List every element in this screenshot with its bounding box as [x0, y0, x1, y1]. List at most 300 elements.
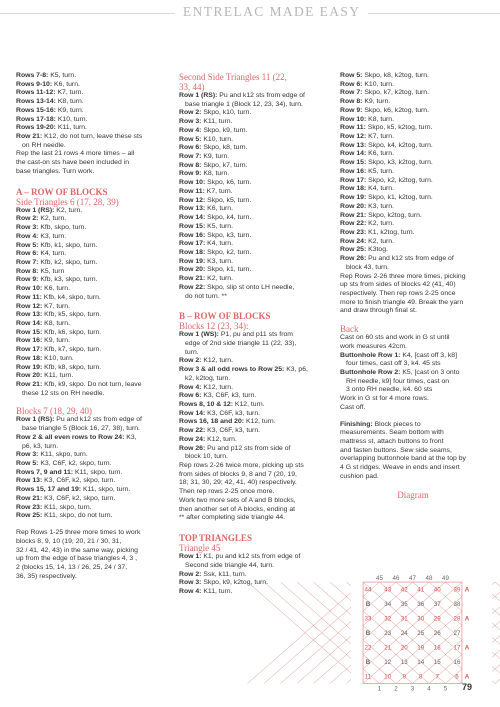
- row-label: Row 12:: [340, 133, 367, 141]
- diagram-top-label: 49: [442, 575, 449, 582]
- diagram-right-label: 16: [453, 658, 461, 666]
- pattern-line: [16, 81, 166, 90]
- running-header: [0, 0, 500, 30]
- row-instruction: K6, turn.: [205, 205, 234, 213]
- row-label: Row 2:: [179, 357, 202, 365]
- pattern-line: work measures 42cm.: [340, 342, 407, 350]
- pattern-line: [179, 366, 327, 375]
- pattern-line: [16, 268, 166, 277]
- row-instruction: Skpo, k9, turn.: [201, 126, 248, 134]
- row-label: Row 21:: [179, 275, 206, 283]
- diagram-block-label: 23: [384, 629, 392, 637]
- pattern-line: blocks 8, 9, 10 (19, 20, 21 / 30, 31,: [16, 537, 122, 545]
- row-label: Row 7:: [179, 153, 202, 161]
- diagram-block-label: 12: [384, 658, 392, 666]
- diagram-block-label: 13: [400, 658, 408, 666]
- diagram-block-label: 30: [417, 615, 425, 623]
- row-instruction: Kfb, k6, skpo, turn.: [42, 328, 102, 336]
- row-label: Finishing:: [340, 420, 373, 428]
- row-label: Row 9:: [179, 170, 202, 178]
- row-instruction: K7, turn.: [55, 89, 84, 97]
- diagram-block-label: 31: [400, 615, 408, 623]
- row-instruction: K4, [cast off 3, k8]: [400, 351, 458, 359]
- row-label: Row 3:: [16, 224, 39, 232]
- pattern-line: [340, 142, 486, 151]
- row-instruction: K11, skpo, turn.: [73, 468, 123, 476]
- row-instruction: K5, turn.: [48, 72, 77, 79]
- row-label: Row 1 (RS):: [16, 206, 55, 214]
- row-instruction: K3, turn.: [205, 257, 234, 265]
- pattern-line: Cast on 60 sts and work in G st until: [340, 334, 450, 342]
- diagram-left-label: 22: [364, 644, 372, 652]
- row-instruction: K12, turn.: [244, 418, 276, 426]
- row-label: Rows 19-20:: [16, 124, 56, 132]
- pattern-line: [16, 250, 166, 259]
- diagram-border: [363, 582, 462, 684]
- pattern-line: [16, 504, 166, 513]
- row-label: Row 16:: [16, 337, 43, 345]
- pattern-line: [16, 107, 166, 116]
- row-instruction: K3, C6F, k2, skpo, turn.: [42, 477, 116, 485]
- row-instruction: K3tog.: [366, 246, 388, 254]
- row-instruction: K9, turn.: [362, 98, 391, 106]
- pattern-line: [179, 249, 327, 258]
- pattern-line: [340, 159, 486, 168]
- row-instruction: K6, turn.: [52, 80, 80, 88]
- row-label: Row 2:: [16, 215, 39, 223]
- pattern-line: [179, 109, 327, 118]
- pattern-line: and draw through final st.: [340, 307, 417, 315]
- row-label: Row 5:: [16, 241, 39, 249]
- row-label: Row 21:: [340, 211, 367, 219]
- row-instruction: K12, turn.: [233, 401, 265, 408]
- row-instruction: Skpo, k2, turn.: [205, 248, 252, 256]
- pattern-line: base triangles. Turn work.: [16, 167, 95, 175]
- row-label: Row 24:: [340, 237, 367, 245]
- row-instruction: Skpo, k6, turn.: [205, 179, 252, 187]
- diagram-side-label: A: [464, 586, 470, 594]
- pattern-line: [340, 203, 486, 212]
- row-label: Buttonhole Row 1:: [340, 351, 401, 359]
- pattern-line: [179, 553, 327, 562]
- spacer: [179, 301, 327, 309]
- pattern-line: [340, 124, 486, 133]
- row-label: Row 10:: [340, 115, 367, 123]
- pattern-line: measurements. Seam bottom with: [340, 429, 444, 437]
- diagram-block-label: 20: [400, 644, 408, 652]
- row-instruction: K9, turn.: [201, 153, 230, 161]
- diagram-bottom-label: 4: [427, 685, 431, 693]
- pattern-line: [16, 89, 166, 98]
- row-label: Row 1 (WS):: [179, 331, 219, 339]
- spacer: [179, 523, 327, 531]
- diagram-block-label: 42: [400, 586, 408, 594]
- pattern-line: [16, 355, 166, 364]
- pattern-line: [16, 133, 166, 142]
- pattern-line: Work in G st for 4 more rows.: [340, 395, 429, 403]
- pattern-line: [340, 81, 486, 90]
- row-instruction: K3, C6F, k3, turn.: [201, 392, 257, 400]
- row-instruction: K2, turn.: [54, 206, 83, 214]
- row-label: Row 17:: [179, 240, 206, 248]
- pattern-line: block 10, turn.: [185, 453, 228, 461]
- spacer: [16, 177, 166, 185]
- pattern-line: [340, 421, 486, 430]
- row-instruction: K11, skpo, do not turn.: [42, 512, 113, 520]
- row-instruction: K3, C6F, k2, skpo, turn.: [38, 460, 112, 468]
- pattern-line: [16, 207, 166, 216]
- row-instruction: K2, turn.: [366, 220, 395, 228]
- pattern-line: [340, 150, 486, 159]
- pattern-line: [16, 460, 166, 469]
- row-instruction: Skpo, k3, turn.: [205, 231, 252, 239]
- row-label: Row 16:: [179, 231, 206, 239]
- row-label: Row 21:: [16, 494, 43, 502]
- section-heading: Diagram: [397, 489, 429, 500]
- row-label: Rows 15-16:: [16, 106, 56, 114]
- row-instruction: K4, turn.: [205, 240, 234, 248]
- diagram-bottom-label: 1: [377, 685, 382, 693]
- row-label: Row 21:: [16, 133, 43, 141]
- diagram-top-label: 47: [409, 575, 416, 582]
- row-instruction: Pu and k12 sts from edge of: [366, 255, 454, 263]
- row-instruction: K8, turn.: [366, 115, 395, 123]
- row-label: Row 20:: [340, 202, 367, 210]
- row-instruction: K11, turn.: [55, 124, 88, 132]
- pattern-line: four times, cast off 3, k4. 45 sts: [346, 360, 441, 368]
- diagram-right-label: 27: [453, 629, 461, 637]
- spacer: [340, 413, 486, 421]
- row-instruction: K8, turn.: [42, 319, 71, 327]
- row-instruction: Kfb, k4, skpo, turn.: [41, 293, 101, 301]
- diagram-block-label: 25: [417, 629, 425, 637]
- header-title: ENTRELAC MADE EASY: [175, 4, 368, 20]
- diagram-block-label: 34: [384, 600, 392, 608]
- row-instruction: K3, C6F, k2, skpo, turn.: [42, 494, 116, 502]
- row-instruction: K12, turn.: [205, 435, 237, 443]
- pattern-line: [179, 418, 327, 427]
- pattern-line: [179, 144, 327, 153]
- row-instruction: Skpo, k4, turn.: [205, 214, 252, 222]
- pattern-line: Cast off.: [340, 403, 366, 411]
- row-instruction: P1, pu and p11 sts from: [218, 331, 293, 339]
- pattern-line: mattress st, attach buttons to front: [340, 438, 444, 446]
- row-label: Row 22:: [179, 427, 206, 435]
- pattern-line: block 43, turn.: [346, 263, 389, 271]
- pattern-line: [340, 72, 486, 81]
- pattern-line: [16, 381, 166, 390]
- row-label: Row 21:: [16, 381, 43, 388]
- pattern-line: [16, 337, 166, 346]
- diagram-block-label: 8: [419, 673, 423, 681]
- row-instruction: K3,: [124, 433, 137, 441]
- row-instruction: Kfb, k3, skpo, turn.: [38, 276, 98, 284]
- row-label: Row 23:: [16, 503, 43, 511]
- pattern-line: [179, 571, 327, 580]
- section-heading: A – ROW OF BLOCKS: [16, 186, 108, 197]
- pattern-line: Then rep rows 2-25 once more.: [179, 488, 275, 496]
- row-instruction: K3, C6F, k3, turn.: [205, 427, 261, 435]
- row-label: Row 5:: [179, 135, 202, 143]
- pattern-line: 2 (blocks 15, 14, 13 / 26, 25, 24 / 37,: [16, 563, 128, 571]
- pattern-line: base triangle 1 (Block 12, 23, 34), turn.: [185, 100, 303, 108]
- pattern-line: ** after completing side triangle 44.: [179, 514, 286, 522]
- row-label: Row 3:: [179, 579, 202, 587]
- pattern-line: [16, 495, 166, 504]
- row-instruction: Kfb, skpo, turn.: [38, 224, 87, 232]
- row-label: Row 11:: [340, 124, 366, 132]
- row-instruction: Skpo, k5, turn.: [205, 196, 252, 204]
- pattern-line: [340, 255, 486, 264]
- row-label: Row 16:: [340, 167, 367, 175]
- row-instruction: K10, turn.: [201, 135, 234, 143]
- diagram-right-label: 6: [455, 673, 459, 681]
- row-instruction: K4, turn.: [38, 250, 67, 258]
- row-label: Rows 7-8:: [16, 72, 49, 79]
- row-label: Rows 13-14:: [16, 98, 56, 106]
- pattern-line: 32 / 41, 42, 43) in the same way, picking: [16, 546, 138, 554]
- pattern-line: [16, 477, 166, 486]
- pattern-line: [340, 212, 486, 221]
- row-label: Row 20:: [16, 372, 43, 380]
- pattern-line: these 12 sts on RH needle.: [22, 389, 105, 397]
- row-label: Rows 15, 17 and 19:: [16, 486, 82, 494]
- pattern-line: [179, 162, 327, 171]
- row-label: Row 25:: [16, 512, 43, 520]
- pattern-line: overlapping buttonhole band at the top by: [340, 455, 466, 463]
- pattern-line: [16, 364, 166, 373]
- row-label: Row 5:: [340, 72, 363, 79]
- row-instruction: Kfb, k1, skpo, turn.: [38, 241, 98, 249]
- row-label: Row 3:: [179, 118, 202, 126]
- row-label: Row 22:: [179, 283, 206, 291]
- row-instruction: K5, turn: [38, 267, 65, 275]
- row-label: Row 3:: [16, 451, 39, 459]
- row-instruction: Skpo, k6, k2tog, turn.: [362, 106, 430, 114]
- row-instruction: Kfb, k5, skpo, turn.: [42, 311, 102, 319]
- row-instruction: K7, turn.: [366, 133, 395, 141]
- entrelac-diagram: [351, 570, 471, 692]
- pattern-line: [340, 133, 486, 142]
- row-instruction: K8, turn.: [55, 98, 84, 106]
- row-label: Row 13:: [179, 205, 206, 213]
- pattern-line: [16, 233, 166, 242]
- diagram-bottom-label: 3: [410, 685, 415, 693]
- pattern-line: [16, 486, 166, 495]
- pattern-line: 18; 31, 30, 29; 42, 41, 40) respectively.: [179, 479, 297, 487]
- row-label: Row 6:: [179, 144, 202, 152]
- diagram-svg: [351, 570, 471, 692]
- diagram-block-label: 14: [417, 658, 425, 666]
- row-label: Row 8:: [179, 161, 202, 169]
- diagram-block-label: 40: [433, 586, 441, 594]
- row-label: Rows 17-18:: [16, 115, 56, 123]
- row-instruction: K1, pu and k12 sts from edge of: [201, 553, 301, 561]
- row-instruction: K3, p6,: [284, 366, 308, 374]
- row-label: Row 4:: [179, 587, 202, 595]
- diagram-block-label: 21: [384, 644, 392, 652]
- diagram-left-label: B: [365, 629, 371, 637]
- row-label: Row 19:: [340, 194, 367, 202]
- row-instruction: K2, turn.: [366, 237, 395, 245]
- diagram-block-label: 18: [433, 644, 441, 652]
- section-heading: Triangle 45: [179, 543, 221, 554]
- pattern-line: [340, 220, 486, 229]
- row-instruction: K11, skpo, turn.: [42, 503, 92, 511]
- pattern-line: [340, 185, 486, 194]
- row-instruction: Kfb, k7, skpo, turn.: [42, 346, 102, 354]
- row-label: Row 22:: [340, 220, 367, 228]
- pattern-line: [16, 259, 166, 268]
- diagram-side-label: A: [464, 615, 470, 623]
- row-label: Row 18:: [16, 354, 43, 362]
- diagram-block-label: 32: [384, 615, 392, 623]
- row-label: Row 1:: [179, 553, 202, 561]
- row-instruction: K11, turn.: [201, 587, 233, 595]
- section-heading: Back: [340, 324, 359, 335]
- pattern-line: [16, 242, 166, 251]
- pattern-line: [179, 392, 327, 401]
- section-heading: Blocks 7 (18, 29, 40): [16, 406, 92, 417]
- pattern-line: Work two more sets of A and B blocks,: [179, 496, 296, 504]
- pattern-line: [340, 98, 486, 107]
- diagram-right-label: 17: [453, 644, 461, 652]
- diagram-block-label: 37: [433, 600, 441, 608]
- row-label: Row 18:: [340, 185, 367, 193]
- pattern-line: [179, 410, 327, 419]
- row-instruction: K1, k2tog, turn.: [366, 228, 415, 236]
- pattern-line: and fasten buttons. Sew side seams,: [340, 446, 452, 454]
- row-label: Row 13:: [16, 311, 43, 319]
- row-label: Row 24:: [179, 435, 206, 443]
- diagram-block-label: 35: [400, 600, 408, 608]
- pattern-line: [179, 588, 327, 597]
- diagram-block-label: 36: [417, 600, 425, 608]
- pattern-line: [179, 331, 327, 340]
- row-instruction: K5, turn.: [366, 167, 395, 175]
- pattern-line: Rep rows 2-26 twice more, picking up sts: [179, 462, 304, 470]
- pattern-line: [16, 215, 166, 224]
- pattern-line: [340, 246, 486, 255]
- diagram-right-label: 28: [453, 615, 461, 623]
- diagram-left-label: 44: [364, 586, 372, 594]
- pattern-line: Second side triangle 44, turn.: [185, 561, 275, 569]
- row-label: Row 10:: [16, 285, 43, 293]
- row-label: Row 8:: [16, 267, 39, 275]
- diagram-left-label: 11: [364, 673, 372, 681]
- diagram-block-label: 19: [417, 644, 425, 652]
- diagram-left-label: B: [365, 658, 371, 666]
- row-instruction: K6, turn.: [42, 285, 71, 293]
- pattern-line: [16, 294, 166, 303]
- row-label: Row 13:: [340, 141, 367, 149]
- row-instruction: Skpo, k5, k2tog, turn.: [365, 124, 433, 132]
- pattern-line: [179, 118, 327, 127]
- row-instruction: K10, turn.: [362, 80, 395, 88]
- pattern-line: [16, 434, 166, 443]
- row-instruction: Skpo, slip st onto LH needle,: [205, 283, 295, 291]
- row-instruction: Block pieces to: [372, 420, 421, 428]
- pattern-line: [340, 177, 486, 186]
- pattern-line: [16, 116, 166, 125]
- pattern-line: 36, 35) respectively.: [16, 572, 77, 580]
- pattern-line: turn.: [185, 348, 199, 356]
- row-label: Row 13:: [16, 477, 43, 485]
- row-label: Row 19:: [16, 363, 43, 371]
- pattern-line: [179, 170, 327, 179]
- pattern-line: [16, 346, 166, 355]
- pattern-line: the cast-on sts have been included in: [16, 159, 129, 167]
- pattern-line: [16, 124, 166, 133]
- pattern-line: 3 onto RH needle, k4. 60 sts: [346, 386, 433, 394]
- pattern-line: [340, 107, 486, 116]
- row-label: Row 1 (RS):: [16, 416, 55, 424]
- row-instruction: K6, turn.: [366, 150, 395, 158]
- pattern-line: Rep Rows 1-25 three more times to work: [16, 529, 141, 537]
- row-label: Rows 8, 10 & 12:: [179, 401, 234, 408]
- pattern-line: up from the edge of base triangles 4, 3 ,: [16, 555, 137, 563]
- row-instruction: Pu and k12 sts from edge of: [54, 416, 142, 424]
- pattern-line: [340, 352, 486, 361]
- pattern-line: [179, 232, 327, 241]
- pattern-line: [179, 436, 327, 445]
- row-label: Row 7:: [340, 89, 363, 97]
- row-instruction: Skpo, k2, k2tog, turn.: [366, 176, 433, 184]
- spacer: [340, 482, 486, 490]
- row-instruction: Skpo, k4, k2tog, turn.: [366, 141, 433, 149]
- diagram-left-label: 33: [364, 615, 372, 623]
- diagram-bottom-label: 5: [443, 685, 448, 693]
- pattern-line: [179, 92, 327, 101]
- pattern-line: [179, 384, 327, 393]
- column-2: [179, 72, 327, 597]
- row-label: Row 6:: [16, 250, 39, 258]
- diagram-block-label: 24: [400, 629, 408, 637]
- row-label: Row 17:: [340, 176, 367, 184]
- pattern-line: [16, 98, 166, 107]
- section-heading: Side Triangles 6 (17, 28, 39): [16, 196, 119, 207]
- pattern-line: base triangle 5 (Block 16, 27, 38), turn.: [22, 425, 140, 433]
- row-instruction: Kfb, k8, skpo, turn.: [42, 363, 102, 371]
- pattern-line: [340, 168, 486, 177]
- row-label: Row 23:: [340, 228, 367, 236]
- row-instruction: K10, turn.: [55, 115, 88, 123]
- row-instruction: Pu and p12 sts from side of: [205, 444, 291, 452]
- pattern-line: Rep Rows 2-26 three more times, picking: [340, 272, 466, 280]
- row-label: Row 4:: [179, 383, 202, 391]
- pattern-line: p6, k3, turn.: [22, 442, 59, 450]
- row-label: Row 25:: [340, 246, 367, 254]
- row-label: Rows 7, 9 and 11:: [16, 468, 74, 476]
- diagram-block-label: 9: [402, 673, 406, 681]
- row-label: Row 11:: [16, 293, 42, 301]
- pattern-line: [179, 284, 327, 293]
- pattern-line: [16, 224, 166, 233]
- row-instruction: Skpo, k10, turn.: [201, 109, 252, 117]
- row-label: Buttonhole Row 2:: [340, 369, 401, 376]
- row-instruction: Skpo, k8, turn.: [201, 144, 248, 152]
- row-instruction: Ssk, k11, turn.: [201, 570, 247, 578]
- pattern-line: cushion pad.: [340, 472, 379, 480]
- diagram-block-label: 29: [433, 615, 441, 623]
- pattern-line: up sts from sides of blocks 42 (41, 40): [340, 281, 456, 289]
- row-label: Row 14:: [340, 150, 367, 158]
- diagram-frame: [363, 582, 462, 684]
- pattern-line: [340, 89, 486, 98]
- row-instruction: Skpo, k3, k2tog, turn.: [366, 159, 433, 167]
- section-heading: B – ROW OF BLOCKS: [179, 311, 271, 322]
- row-label: Row 17:: [16, 346, 43, 354]
